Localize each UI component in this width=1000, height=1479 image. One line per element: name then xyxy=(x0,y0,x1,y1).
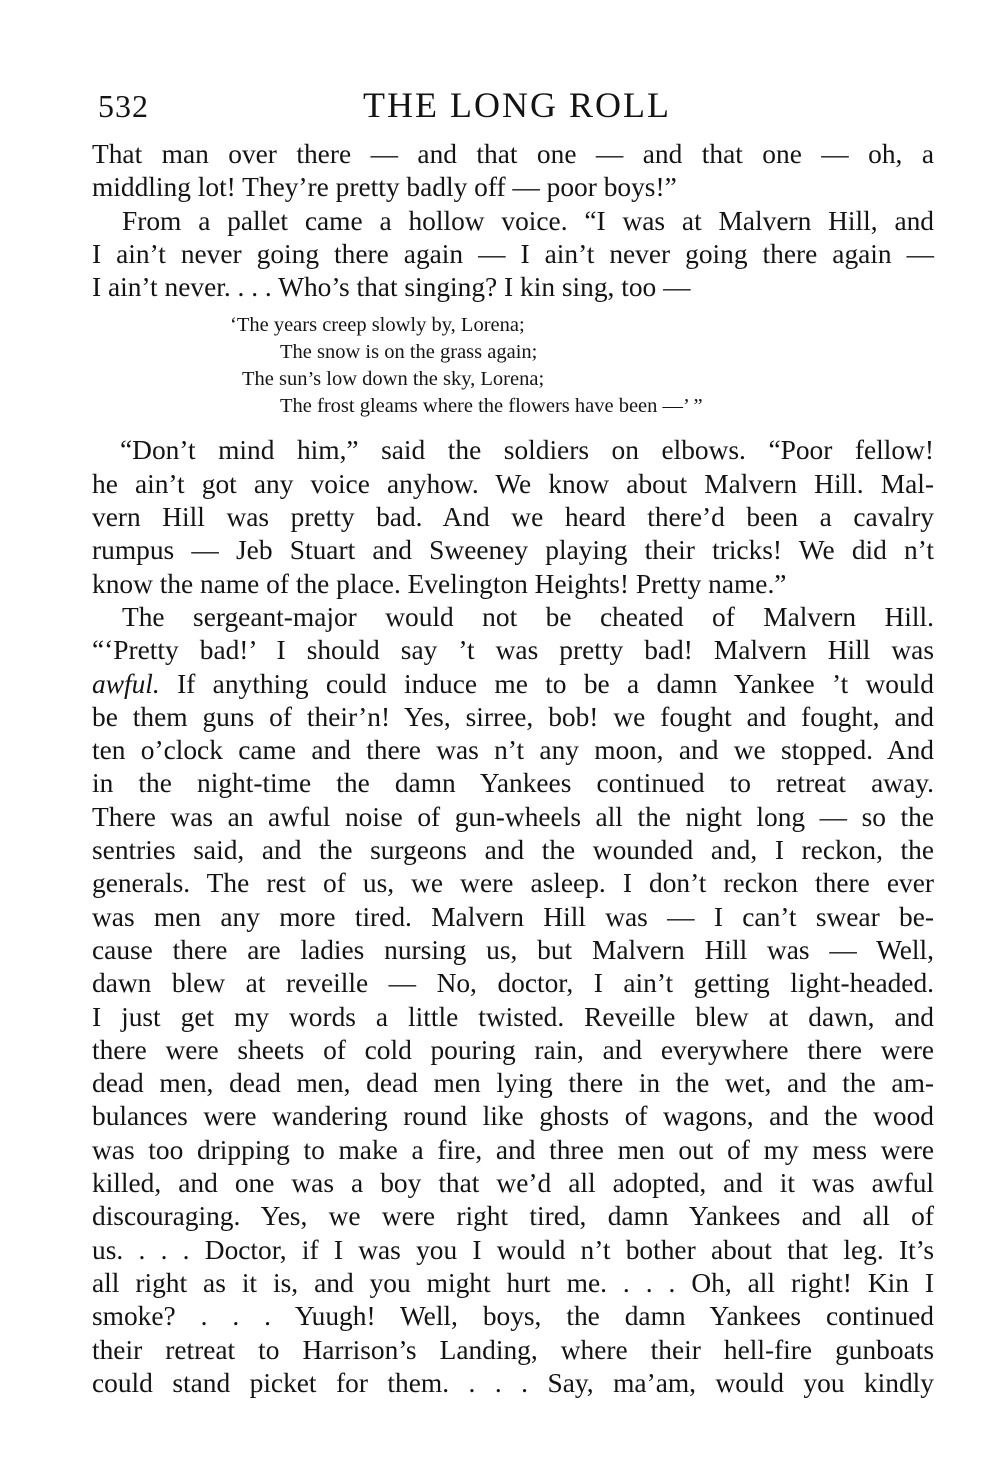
text-line: There was an awful noise of gun-wheels all the night long — so the xyxy=(92,801,934,832)
text-line: “Don’t mind him,” said the soldiers on elbows. “Poor fellow! xyxy=(120,435,934,466)
text-line: generals. The rest of us, we were asleep. I don’t reckon there ever xyxy=(92,868,934,899)
text-line: was too dripping to make a fire, and three men out of my mess were xyxy=(92,1134,934,1165)
text-line: I just get my words a little twisted. Reveille blew at dawn, and xyxy=(92,1001,934,1032)
text-line: rumpus — Jeb Stuart and Sweeney playing their tricks! We did n’t xyxy=(92,535,934,566)
text-line: dead men, dead men, dead men lying there in the wet, and the am- xyxy=(92,1068,934,1099)
verse-line: ‘The years creep slowly by, Lorena; xyxy=(230,314,525,337)
text-line: us. . . . Doctor, if I was you I would n’t bother about that leg. It’s xyxy=(92,1234,934,1265)
book-page xyxy=(92,80,934,1400)
verse-line: The sun’s low down the sky, Lorena; xyxy=(242,368,545,391)
text-line: smoke? . . . Yuugh! Well, boys, the damn Yankees continued xyxy=(92,1301,934,1332)
text-line: there were sheets of cold pouring rain, and everywhere there were xyxy=(92,1034,934,1065)
text-line: cause there are ladies nursing us, but Malvern Hill was — Well, xyxy=(92,934,934,965)
text-line: be them guns of their’n! Yes, sirree, bob! we fought and fought, and xyxy=(92,701,934,732)
text-line: could stand picket for them. . . . Say, ma’am, would you kindly xyxy=(92,1367,934,1398)
text-line: he ain’t got any voice anyhow. We know about Malvern Hill. Mal- xyxy=(92,468,934,499)
text-line: sentries said, and the surgeons and the wounded and, I reckon, the xyxy=(92,835,934,866)
text-line: their retreat to Harrison’s Landing, where their hell-fire gunboats xyxy=(92,1334,934,1365)
text-line: was men any more tired. Malvern Hill was — I can’t swear be- xyxy=(92,901,934,932)
page-header xyxy=(92,80,934,138)
text-line: bulances were wandering round like ghosts of wagons, and the wood xyxy=(92,1101,934,1132)
paragraph-3 xyxy=(92,434,934,600)
paragraph-4 xyxy=(92,601,934,1400)
text-line: vern Hill was pretty bad. And we heard there’d been a cavalry xyxy=(92,502,934,533)
text-line: That man over there — and that one — and that one — oh, a xyxy=(92,139,934,169)
text-line: I ain’t never. . . . Who’s that singing? I kin sing, too — xyxy=(92,272,691,303)
text-line: in the night-time the damn Yankees continued to retreat away. xyxy=(92,768,934,799)
paragraph-2 xyxy=(92,205,934,305)
text-line: know the name of the place. Evelington Heights! Pretty name.” xyxy=(92,568,787,599)
text-line: “‘Pretty bad!’ I should say ’t was pretty bad! Malvern Hill was xyxy=(92,635,934,666)
page-number: 532 xyxy=(98,88,149,124)
text-line: dawn blew at reveille — No, doctor, I ain’t getting light-headed. xyxy=(92,968,934,999)
text-line: The sergeant-major would not be cheated of Malvern Hill. xyxy=(122,601,934,632)
verse-line: The snow is on the grass again; xyxy=(280,341,538,364)
text-line-with-italic xyxy=(92,668,934,701)
paragraph-1 xyxy=(92,138,934,205)
text-line: discouraging. Yes, we were right tired, damn Yankees and all of xyxy=(92,1201,934,1232)
verse-quotation xyxy=(92,312,934,420)
running-title: THE LONG ROLL xyxy=(363,85,671,125)
text-line: killed, and one was a boy that we’d all adopted, and it was awful xyxy=(92,1168,934,1199)
italic-word: awful. xyxy=(92,668,160,699)
verse-line: The frost gleams where the flowers have been —’ ” xyxy=(280,395,703,418)
text-line: middling lot! They’re pretty badly off — poor boys!” xyxy=(92,172,677,203)
text-line-rest: If anything could induce me to be a damn Yankee ’t would xyxy=(177,668,934,699)
text-line: From a pallet came a hollow voice. “I was at Malvern Hill, and xyxy=(122,205,934,236)
text-line: all right as it is, and you might hurt me. . . . Oh, all right! Kin I xyxy=(92,1267,934,1298)
text-line: I ain’t never going there again — I ain’t never going there again — xyxy=(92,238,934,269)
text-line: ten o’clock came and there was n’t any moon, and we stopped. And xyxy=(92,735,934,766)
